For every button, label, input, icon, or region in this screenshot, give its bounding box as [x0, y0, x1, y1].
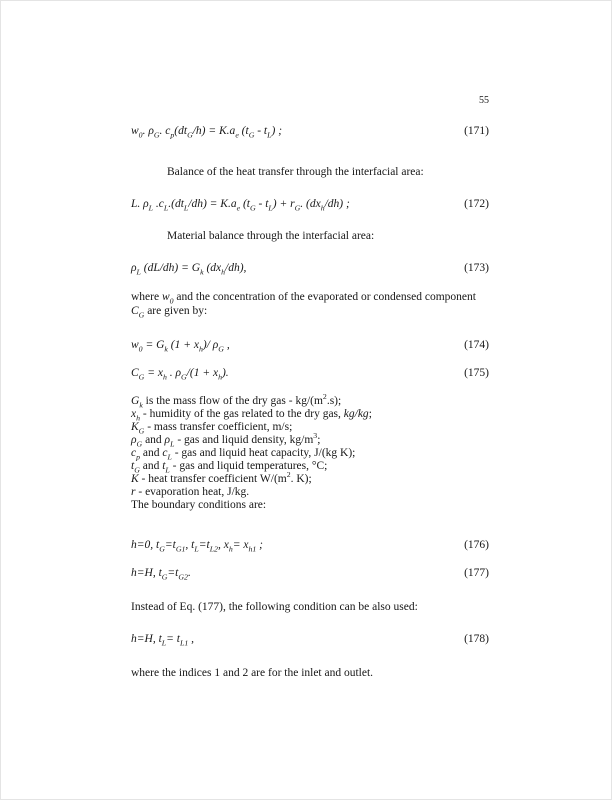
equation-176-body: h=0, $t_G=t_{G1}$, $t_L=t_{L2}$, $x_h= x_{h1}$ ;	[131, 539, 263, 554]
equation-178-body: h=H, $t_L= t_{L1}$ ,	[131, 633, 194, 648]
boundary-conditions-lead-in: The boundary conditions are:	[131, 499, 267, 511]
equation-174	[131, 338, 489, 353]
paragraph-instead: Instead of Eq. (177), the following condition can be also used:	[131, 601, 418, 613]
definition-density: $\rho_G$ and $\rho_L$ - gas and liquid density, $kg/m^3$;	[131, 431, 321, 449]
equation-176-number: (176)	[464, 539, 489, 551]
equation-171	[131, 124, 489, 139]
equation-172	[131, 197, 489, 212]
definition-heat-capacity: $c_p$ and $c_L$ - gas and liquid heat capacity, J/(kg K);	[131, 447, 356, 462]
definition-heat-transfer-coefficient: K - heat transfer coefficient $W/(m^2$. K);	[131, 470, 312, 485]
definition-evaporation-heat: r - evaporation heat, J/kg.	[131, 486, 250, 498]
definition-kg: $K_G$ - mass transfer coefficient, m/s;	[131, 421, 293, 436]
equation-173-number: (173)	[464, 262, 489, 274]
definition-xh: $x_h$ - humidity of the gas related to the dry gas, kg/kg;	[131, 408, 372, 423]
equation-172-body: L. $\rho_L$ $.c_L.(dt_L/dh) = K.a_e$ $(t_G - t_L) + r_G$. $(dx_h/dh)$ ;	[131, 198, 350, 213]
definition-temperatures: $t_G$ and $t_L$ - gas and liquid temperatures, °C;	[131, 460, 328, 475]
equation-177-body: h=H, $t_G=t_{G2}$.	[131, 567, 191, 582]
equation-177-number: (177)	[464, 567, 489, 579]
equation-175	[131, 366, 489, 381]
heading-material-balance: Material balance through the interfacial area:	[167, 230, 375, 242]
equation-174-body: $w_0 = G_k$ $(1 + x_h)/$ $\rho_G$ ,	[131, 339, 230, 354]
equation-175-body: $C_G = x_h$ . $\rho_G/(1 + x_h)$.	[131, 367, 229, 382]
page-number: 55	[479, 95, 489, 106]
definition-gk: $G_k$ is the mass flow of the dry gas - $kg/(m^2.s)$;	[131, 392, 342, 410]
equation-173	[131, 261, 489, 276]
paragraph-footer: where the indices 1 and 2 are for the inlet and outlet.	[131, 667, 374, 679]
equation-171-body: $w_0$. $\rho_G$. $c_p(dt_G/h) = K.a_e$ $(t_G - t_L)$ ;	[131, 125, 283, 140]
equation-171-number: (171)	[464, 125, 489, 137]
equation-176	[131, 538, 489, 553]
equation-172-number: (172)	[464, 198, 489, 210]
heading-heat-balance: Balance of the heat transfer through the interfacial area:	[167, 166, 424, 178]
paragraph-where-definitions: where $w_0$ and the concentration of the evaporated or condensed component $C_G$ are given by:	[131, 291, 476, 320]
equation-178	[131, 632, 489, 647]
symbol-definitions	[131, 392, 489, 512]
equation-178-number: (178)	[464, 633, 489, 645]
equation-175-number: (175)	[464, 367, 489, 379]
equation-173-body: $\rho_L$ $(dL/dh) = G_k$ $(dx_h/dh)$,	[131, 262, 247, 277]
equation-177	[131, 566, 489, 581]
equation-174-number: (174)	[464, 339, 489, 351]
